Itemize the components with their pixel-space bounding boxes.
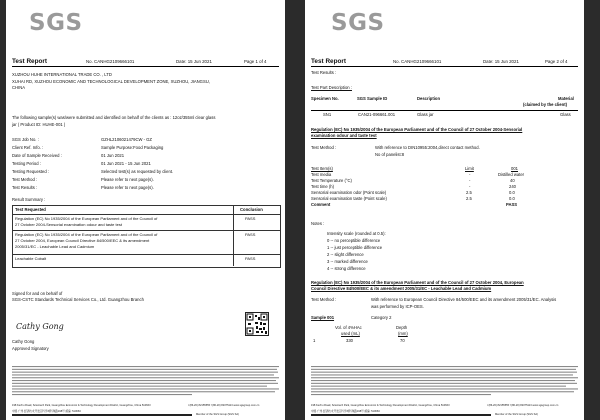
member-text: Member of the SGS Group (SGS SA): [196, 413, 239, 416]
field-value: 01 Jun 2021: [101, 153, 125, 158]
sens-item: Sensorial examination taste (Point scale): [311, 196, 387, 201]
member-text: Member of the SGS Group (SGS SA): [495, 413, 538, 416]
sens-item: Sensorial examination odor (Point scale): [311, 190, 387, 195]
header-rule: [12, 66, 279, 67]
cat-depth-value: 70: [400, 338, 405, 343]
sens-header-limit: Limit: [465, 166, 474, 171]
note-line: 0 -- no perceptible difference: [327, 238, 381, 243]
sens-limit: -: [469, 178, 471, 183]
client-address-line-2: CHINA: [12, 85, 26, 90]
field-value: Please refer to next page(s).: [101, 185, 154, 190]
signer-role: Approved Signatory: [12, 346, 49, 351]
sens-item: Test time (h): [311, 184, 335, 189]
cat-header-volume-unit: used (mL): [341, 331, 360, 336]
report-title: Test Report: [311, 58, 347, 65]
report-number: No. CANHG2109666101: [393, 59, 442, 64]
part-header-sample-id: SGS Sample ID: [357, 96, 388, 101]
sens-value: 240: [509, 184, 516, 189]
sens-item: Test media: [311, 172, 332, 177]
part-cell: SN1: [323, 112, 332, 117]
client-address-line-1: XUHAI RD, XUZHOU ECONOMIC AND TECHNOLOGICAL DEVELOPMENT ZONE, XUZHOU, JIANGSU,: [12, 79, 210, 84]
regulation-2-line-1: Regulation (EC) No 1935/2004 of the European Parliament and of the Council of 27 October 2004, European: [311, 280, 524, 285]
field-label: SGS Job No. :: [12, 137, 39, 142]
field-value: Please refer to next page(s).: [101, 177, 154, 182]
cat-header-volume: Vol. of 4%HAc: [335, 325, 362, 330]
sens-header-item: Test Item(s): [311, 166, 333, 171]
sens-limit: -: [469, 184, 471, 189]
part-header-specimen: Specimen No.: [311, 96, 339, 101]
note-line: 2 -- slight difference: [327, 252, 364, 257]
sens-value: 40: [510, 178, 515, 183]
signature: Cathy Gong: [16, 322, 64, 331]
note-line: 3 -- marked difference: [327, 259, 368, 264]
conclusion-cell: PASS: [245, 232, 256, 237]
field-value: GZHL2106021479CW - GZ: [101, 137, 152, 142]
part-header-description: Description: [417, 96, 441, 101]
cat-header-depth: Depth: [396, 325, 408, 330]
sens-value: 0.0: [509, 190, 515, 195]
field-label: Date of Sample Received :: [12, 153, 62, 158]
footer-address: 198 Kezhu Road, Scientech Park, Guangzhou Economic & Technology Development District, Guangzhou, China 510663: [12, 404, 151, 407]
signed-line-1: Signed for and on behalf of: [12, 291, 63, 296]
cat-header-depth-unit: (mm): [398, 331, 408, 336]
report-page-1: [6, 0, 285, 420]
table-cell: 27 October 2004, European Council Directive 84/500/EEC & its amendment: [15, 238, 150, 243]
sens-limit: 2.5: [466, 190, 472, 195]
table-divider: [12, 230, 280, 231]
method-1-line-1: With reference to DIN10955:2004,direct contact method.: [375, 145, 480, 150]
table-cell: 27 October 2004-Sensorial examination odour and taste test: [15, 222, 122, 227]
regulation-2-line-2: Council Directive 84/500/EEC & its amendment 2005/31/EC - Leachable Lead and Cadmium: [311, 286, 492, 291]
footer-contact: t (86-20) 82155555 f (86-20) 82075113 www.sgsgroup.com.cn: [487, 404, 559, 407]
sens-limit: -: [469, 172, 471, 177]
part-header-claimed: (claimed by the client): [523, 102, 567, 107]
signer-name: Cathy Gong: [12, 339, 35, 344]
method-2-line-2: was performed by ICP-OES.: [371, 304, 424, 309]
conclusion-cell: PASS: [245, 256, 256, 261]
note-line: Intensity scale (rounded at 0.5):: [327, 231, 386, 236]
signed-line-2: SGS-CSTC Standards Technical Services Co., Ltd. Guangzhou Branch: [12, 297, 144, 302]
sens-limit: 2.5: [466, 196, 472, 201]
comment-value: PASS: [506, 202, 518, 207]
field-label: Testing Requested :: [12, 169, 50, 174]
part-cell: Glass: [560, 112, 571, 117]
field-label: Test Results :: [12, 185, 38, 190]
field-value: Sample Purpose:Food Packaging: [101, 145, 164, 150]
test-part-label: Test Part Description :: [311, 85, 352, 90]
intro-line-1: The following sample(s) was/were submitted and identified on behalf of the clients as : 12oz/355ml clear glass: [12, 115, 216, 120]
conclusion-cell: PASS: [245, 216, 256, 221]
method-1-line-2: No of panelist:8: [375, 152, 405, 157]
report-date: Date: 15 Jun 2021: [176, 59, 212, 64]
part-cell: Glass jar: [417, 112, 434, 117]
part-cell: CAN21-096661.001: [358, 112, 396, 117]
regulation-1-line-1: Regulation (EC) No 1935/2004 of the European Parliament and of the Council of 27 October 2004-Sensorial: [311, 127, 523, 132]
method-label: Test Method :: [311, 297, 337, 302]
footer-bar: [311, 414, 491, 416]
cat-row-number: 1: [313, 338, 316, 343]
report-page-2: [305, 0, 584, 420]
report-title: Test Report: [12, 58, 48, 65]
part-header-material: Material: [558, 96, 574, 101]
footer-address: 198 Kezhu Road, Scientech Park, Guangzhou Economic & Technology Development District, Guangzhou, China 510663: [311, 404, 450, 407]
test-results-label: Test Results :: [311, 70, 337, 75]
sens-value: 0.0: [509, 196, 515, 201]
field-value: 01 Jun 2021 - 15 Jun 2021: [101, 161, 151, 166]
intro-line-2: jar ( Product ID: HUHE-001 ): [12, 122, 66, 127]
sens-header-001: 001: [511, 166, 518, 171]
page-number: Page 1 of 4: [244, 59, 267, 64]
page-number: Page 2 of 4: [545, 59, 568, 64]
fine-print-lines: [12, 366, 279, 404]
part-table-rule: [311, 110, 578, 111]
sample-label: Sample 001: [311, 315, 335, 320]
header-rule: [311, 66, 578, 67]
footer-address-cn: 中国·广州·经济技术开发区科学城科珠路198号 邮编: 510663: [12, 410, 81, 413]
method-label: Test Method :: [311, 145, 337, 150]
report-number: No. CANHG2109666101: [86, 59, 135, 64]
comment-label: Comment: [311, 202, 331, 207]
disclaimer-text: [311, 366, 578, 404]
regulation-1-line-2: examination odour and taste test: [311, 133, 377, 138]
notes-label: Notes :: [311, 221, 325, 226]
disclaimer-text: [12, 366, 279, 404]
fine-print-lines: [311, 366, 578, 404]
table-header-test: Test Requested: [15, 207, 46, 212]
qr-code-graphic: [246, 313, 268, 335]
cat-volume-value: 330: [346, 338, 353, 343]
client-company: XUZHOU HUHE INTERNATIONAL TRADE CO. , LTD: [12, 72, 112, 77]
table-cell: Leachable Cobalt: [15, 256, 47, 261]
field-label: Testing Period :: [12, 161, 41, 166]
table-cell: Regulation (EC) No 1935/2004 of the European Parliament and of the Council of: [15, 216, 158, 221]
sgs-logo: SGS: [331, 10, 385, 36]
category-label: Category 2: [371, 315, 392, 320]
qr-code: [245, 312, 269, 336]
table-divider: [12, 214, 280, 215]
sgs-logo: SGS: [29, 10, 83, 36]
table-cell: Regulation (EC) No 1935/2004 of the European Parliament and of the Council of: [15, 232, 158, 237]
result-summary-label: Result Summary :: [12, 197, 46, 202]
field-label: Client Ref. Info. :: [12, 145, 44, 150]
field-value: Selected test(s) as requested by client.: [101, 169, 174, 174]
footer-bar: [12, 414, 192, 416]
sens-value: Distilled water: [498, 172, 525, 177]
table-header-conclusion: Conclusion: [240, 207, 263, 212]
table-cell: 2005/31/EC - Leachable Lead and Cadmium: [15, 244, 95, 249]
report-date: Date: 15 Jun 2021: [483, 59, 519, 64]
sens-item: Test Temperature (°C): [311, 178, 352, 183]
table-divider: [12, 254, 280, 255]
footer-contact: t (86-20) 82155555 f (86-20) 82075113 www.sgsgroup.com.cn: [188, 404, 260, 407]
method-2-line-1: With reference to European Council Directive 84/500/EEC and its amendment 2005/31/EC. Analysis: [371, 297, 557, 302]
footer-address-cn: 中国·广州·经济技术开发区科学城科珠路198号 邮编: 510663: [311, 410, 380, 413]
note-line: 1 -- just perceptible difference: [327, 245, 383, 250]
note-line: 4 -- strong difference: [327, 266, 366, 271]
field-label: Test Method :: [12, 177, 38, 182]
